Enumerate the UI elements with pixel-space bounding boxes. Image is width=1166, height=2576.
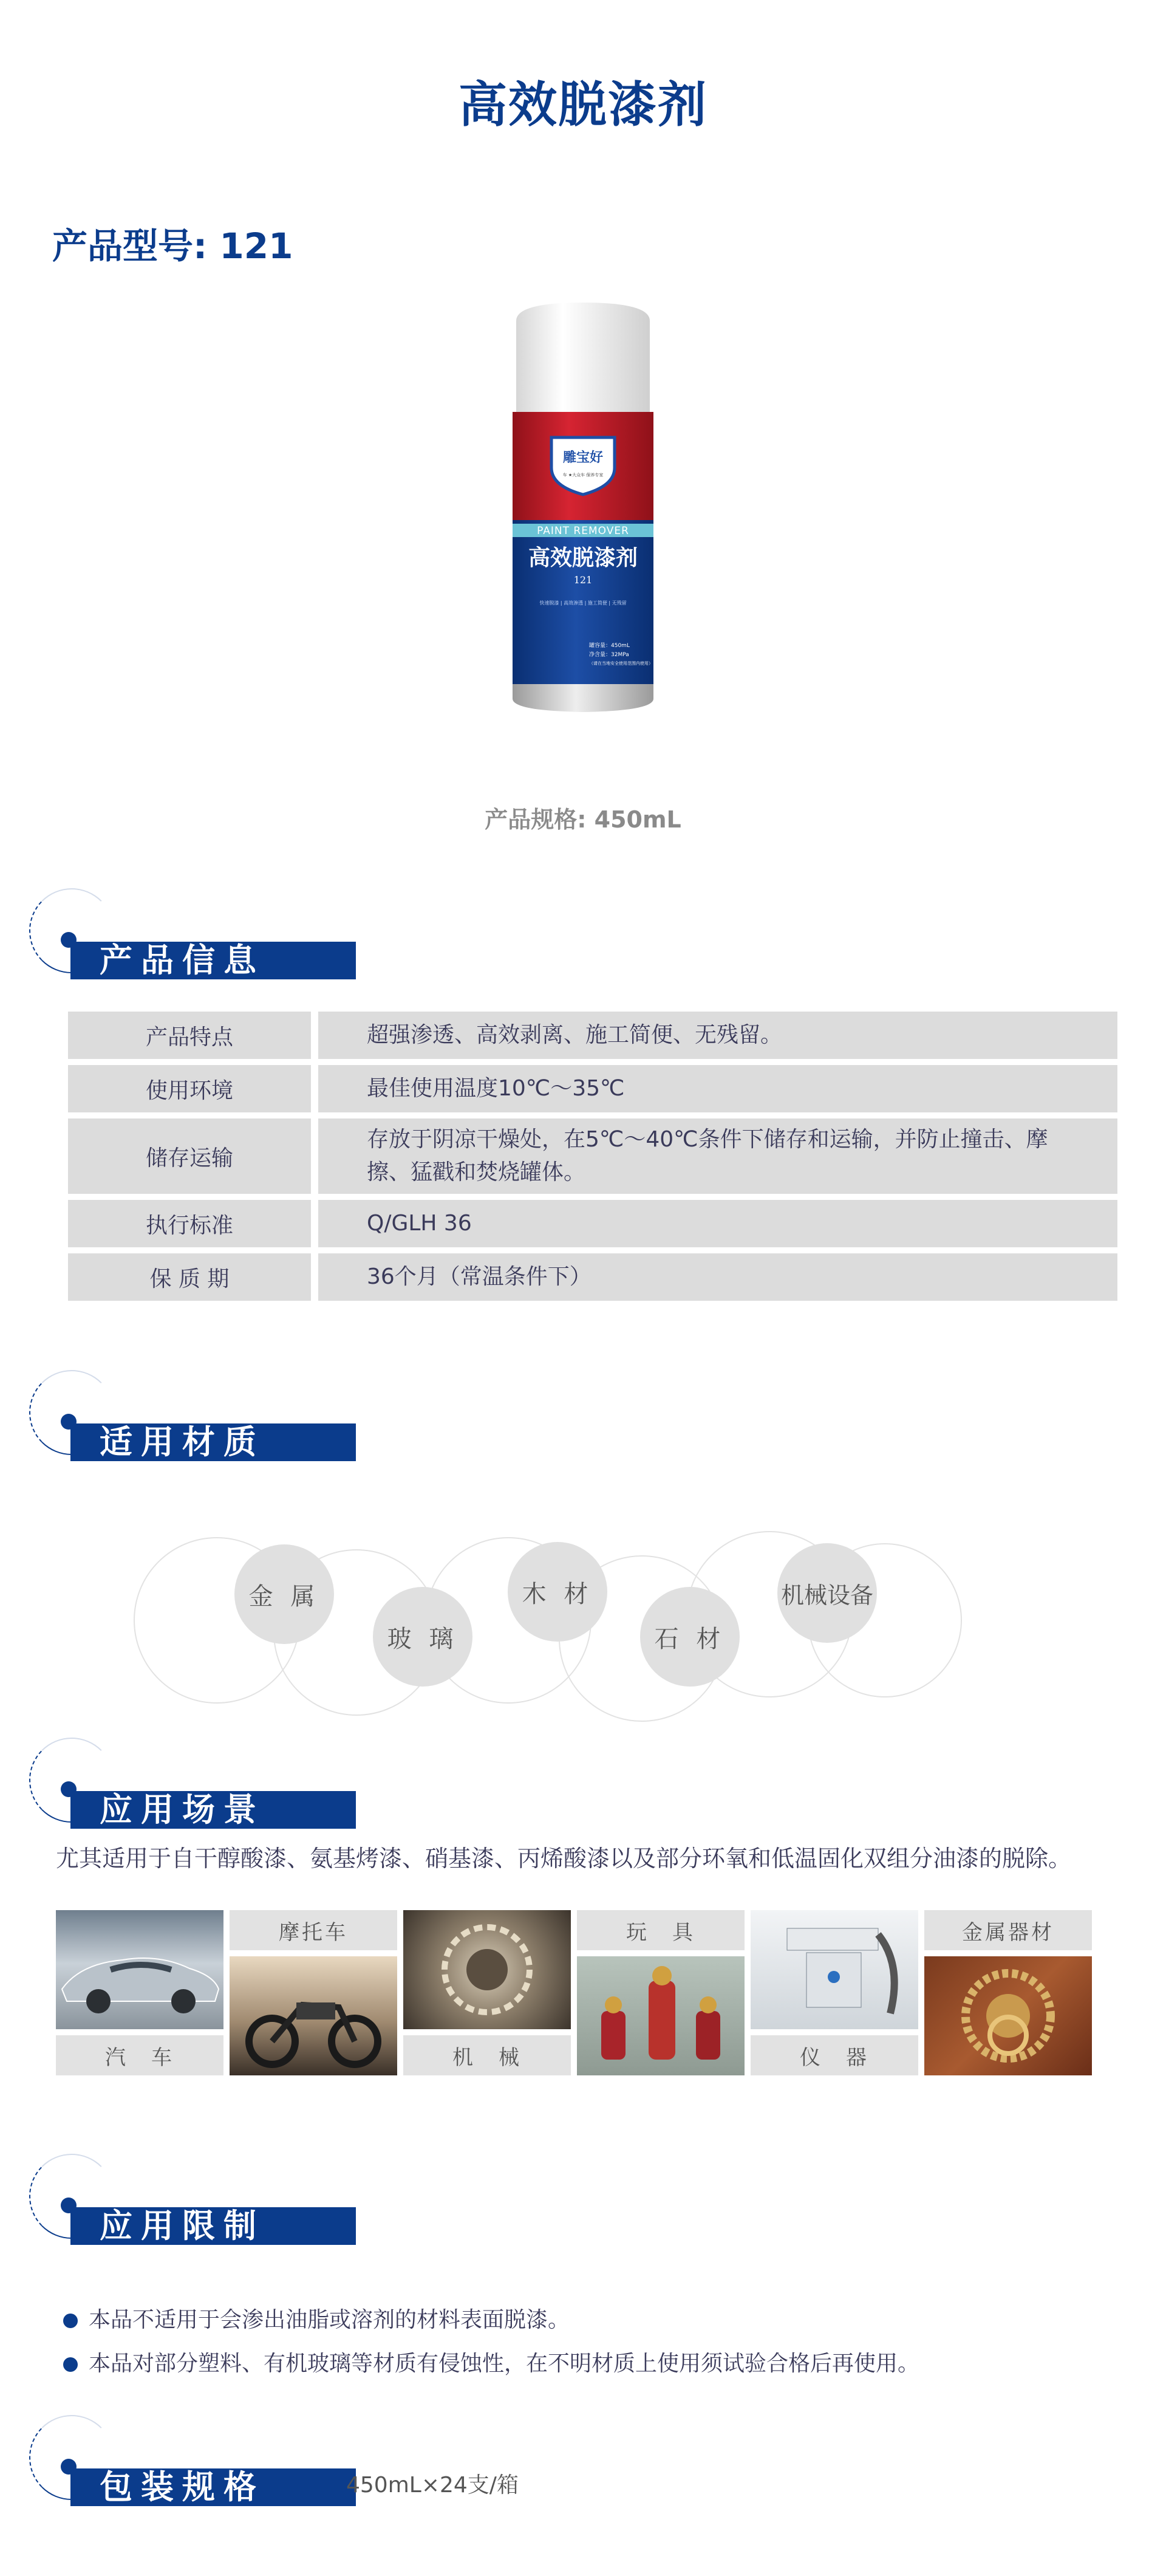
can-volume-line: 罐容量：450mL [589,643,630,649]
row-key: 执行标准 [68,1200,311,1247]
app-label-toys: 玩 具 [577,1910,745,1950]
row-value: 超强渗透、高效剥离、施工简便、无残留。 [318,1012,1117,1059]
can-brand-text: 雕宝好 [562,450,604,465]
product-image [498,298,668,723]
table-row [68,1012,1117,1059]
row-key: 储存运输 [68,1118,311,1194]
instrument-icon [751,1910,918,2029]
table-row [68,1200,1117,1247]
row-value: Q/GLH 36 [318,1200,1117,1247]
row-value: 存放于阴凉干燥处，在5℃～40℃条件下储存和运输，并防止撞击、摩擦、猛戳和焚烧罐体。 [318,1118,1117,1194]
can-warning-line: （请在当地安全使用范围内使用） [589,661,653,666]
limit-item [63,2346,919,2377]
can-feature-line: 快速脱漆 | 高效渗透 | 施工简便 | 无残留 [539,600,627,606]
vault-gear-icon [403,1910,571,2029]
section-title: 包装规格 [70,2468,356,2506]
section-header-materials [29,1370,345,1461]
can-band-text: PAINT REMOVER [537,525,629,537]
spray-can-illustration [498,298,668,723]
limit-text: 本品不适用于会渗出油脂或溶剂的材料表面脱漆。 [89,2307,570,2332]
page-title: 高效脱漆剂 [459,77,707,133]
door-knocker-icon [924,1956,1092,2075]
can-brand-subtext: 车 ★大众车 保养专家 [562,473,604,478]
product-spec: 产品规格: 450mL [485,806,681,833]
section-title: 适用材质 [70,1423,356,1461]
instrument-image [751,1910,918,2029]
app-label-car: 汽 车 [56,2035,223,2075]
section-title: 应用场景 [70,1791,356,1829]
toys-image [577,1956,745,2075]
row-key: 使用环境 [68,1065,311,1112]
can-product-name: 高效脱漆剂 [528,546,638,570]
row-value: 36个月（常温条件下） [318,1253,1117,1301]
material-machinery: 机械设备 [777,1543,877,1643]
product-info-table [68,1012,1117,1307]
usage-description: 尤其适用于自干醇酸漆、氨基烤漆、硝基漆、丙烯酸漆以及部分环氧和低温固化双组分油漆的脱除。 [56,1845,1072,1872]
motorcycle-icon [230,1956,397,2075]
material-metal: 金 属 [234,1544,334,1644]
limit-text: 本品对部分塑料、有机玻璃等材质有侵蚀性，在不明材质上使用须试验合格后再使用。 [89,2351,920,2376]
app-label-instrument: 仪 器 [751,2035,918,2075]
bullet-icon [63,2314,78,2328]
toy-figures-icon [577,1956,745,2075]
row-value: 最佳使用温度10℃～35℃ [318,1065,1117,1112]
car-icon [56,1910,223,2029]
app-label-machinery: 机 械 [403,2035,571,2075]
metal-fittings-image [924,1956,1092,2075]
row-key: 产品特点 [68,1012,311,1059]
car-image [56,1910,223,2029]
application-grid [56,1910,1110,2075]
motorcycle-image [230,1956,397,2075]
can-content-line: 净含量：32MPa [589,652,629,658]
section-title: 产品信息 [70,942,356,979]
limit-item [63,2303,570,2334]
table-row [68,1253,1117,1301]
table-row [68,1118,1117,1194]
model-number: 产品型号: 121 [52,225,293,267]
material-glass: 玻 璃 [373,1587,472,1687]
can-product-number: 121 [573,574,593,586]
section-header-info [29,888,345,979]
app-label-motorcycle: 摩托车 [230,1910,397,1950]
row-key: 保 质 期 [68,1253,311,1301]
section-header-usage [29,1738,345,1829]
material-stone: 石 材 [640,1587,740,1687]
bullet-icon [63,2357,78,2372]
section-header-packing [29,2415,345,2506]
materials-diagram [121,1519,984,1713]
packing-spec: 450mL×24支/箱 [346,2473,519,2498]
material-wood: 木 材 [508,1542,607,1642]
table-row [68,1065,1117,1112]
machinery-image [403,1910,571,2029]
section-header-limits [29,2154,345,2245]
app-label-metal-fittings: 金属器材 [924,1910,1092,1950]
section-title: 应用限制 [70,2207,356,2245]
